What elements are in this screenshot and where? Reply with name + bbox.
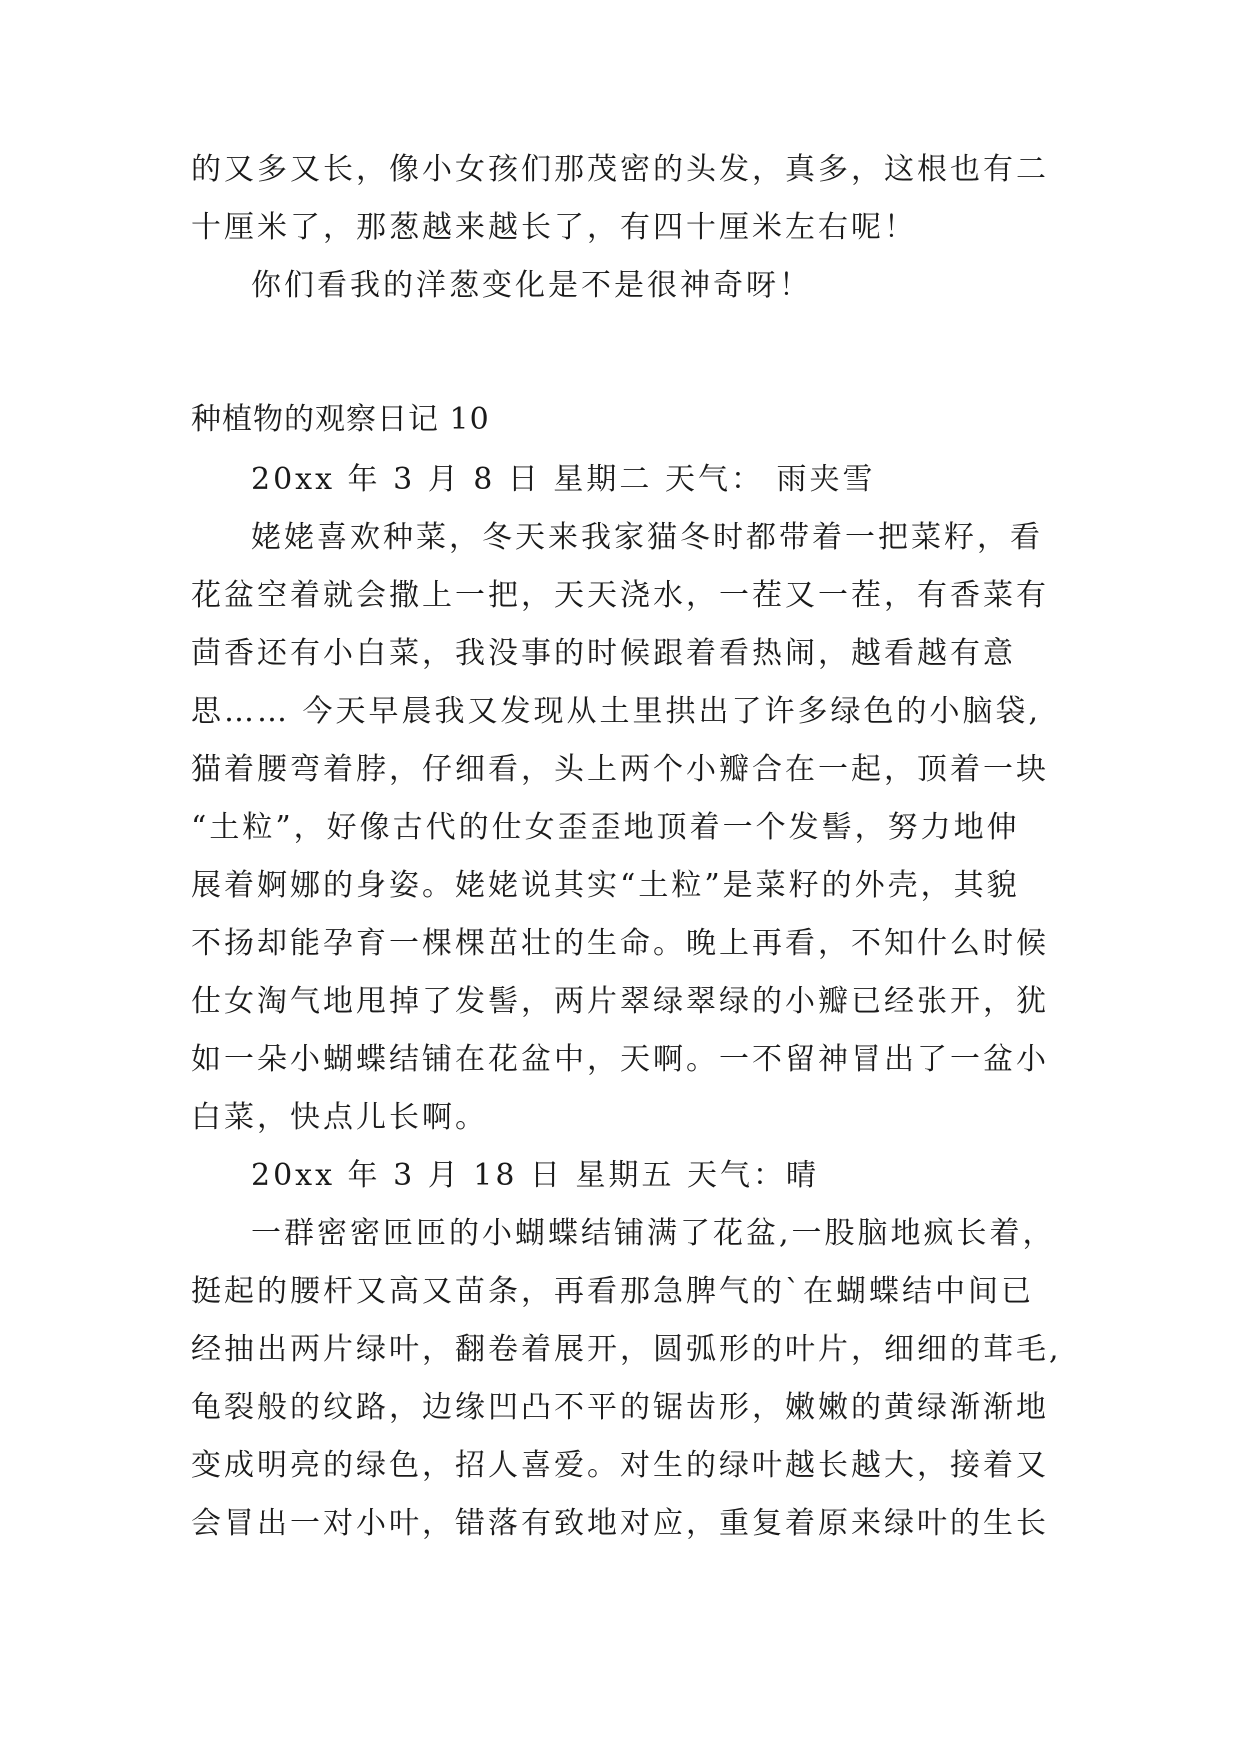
paragraph-line: 思…… 今天早晨我又发现从土里拱出了许多绿色的小脑袋, [191, 694, 1042, 729]
paragraph-line: 十厘米了，那葱越来越长了，有四十厘米左右呢！ [191, 210, 917, 245]
paragraph-line: 仕女淘气地甩掉了发髻，两片翠绿翠绿的小瓣已经张开，犹 [191, 984, 1049, 1019]
diary-date-line: 20xx 年 3 月 8 日 星期二 天气： 雨夹雪 [251, 462, 876, 497]
paragraph-line: 经抽出两片绿叶，翻卷着展开，圆弧形的叶片，细细的茸毛, [191, 1332, 1062, 1367]
paragraph-line: 会冒出一对小叶，错落有致地对应，重复着原来绿叶的生长 [191, 1506, 1049, 1541]
paragraph-line: 姥姥喜欢种菜，冬天来我家猫冬时都带着一把菜籽，看 [251, 520, 1043, 555]
paragraph-line: 一群密密匝匝的小蝴蝶结铺满了花盆,一股脑地疯长着， [251, 1216, 1056, 1251]
paragraph-line: 展着婀娜的身姿。姥姥说其实“土粒”是菜籽的外壳，其貌 [191, 868, 1020, 903]
paragraph-line: 如一朵小蝴蝶结铺在花盆中，天啊。一不留神冒出了一盆小 [191, 1042, 1049, 1077]
paragraph-line: 的又多又长，像小女孩们那茂密的头发，真多，这根也有二 [191, 152, 1049, 187]
paragraph-line: 龟裂般的纹路，边缘凹凸不平的锯齿形，嫩嫩的黄绿渐渐地 [191, 1390, 1049, 1425]
paragraph-line: 挺起的腰杆又高又苗条，再看那急脾气的`在蝴蝶结中间已 [191, 1274, 1034, 1309]
paragraph-line: 猫着腰弯着脖，仔细看，头上两个小瓣合在一起，顶着一块 [191, 752, 1049, 787]
paragraph-line: 不扬却能孕育一棵棵茁壮的生命。晚上再看，不知什么时候 [191, 926, 1049, 961]
paragraph-line: 花盆空着就会撒上一把，天天浇水，一茬又一茬，有香菜有 [191, 578, 1049, 613]
paragraph-line: 白菜，快点儿长啊。 [191, 1100, 488, 1135]
paragraph-line: 变成明亮的绿色，招人喜爱。对生的绿叶越长越大，接着又 [191, 1448, 1049, 1483]
paragraph-line: 茴香还有小白菜，我没事的时候跟着看热闹，越看越有意 [191, 636, 1016, 671]
paragraph-line: “土粒”，好像古代的仕女歪歪地顶着一个发髻，努力地伸 [191, 810, 1020, 845]
paragraph-line: 你们看我的洋葱变化是不是很神奇呀！ [251, 268, 812, 303]
diary-date-line: 20xx 年 3 月 18 日 星期五 天气：晴 [251, 1158, 820, 1193]
section-title: 种植物的观察日记 10 [191, 402, 490, 437]
